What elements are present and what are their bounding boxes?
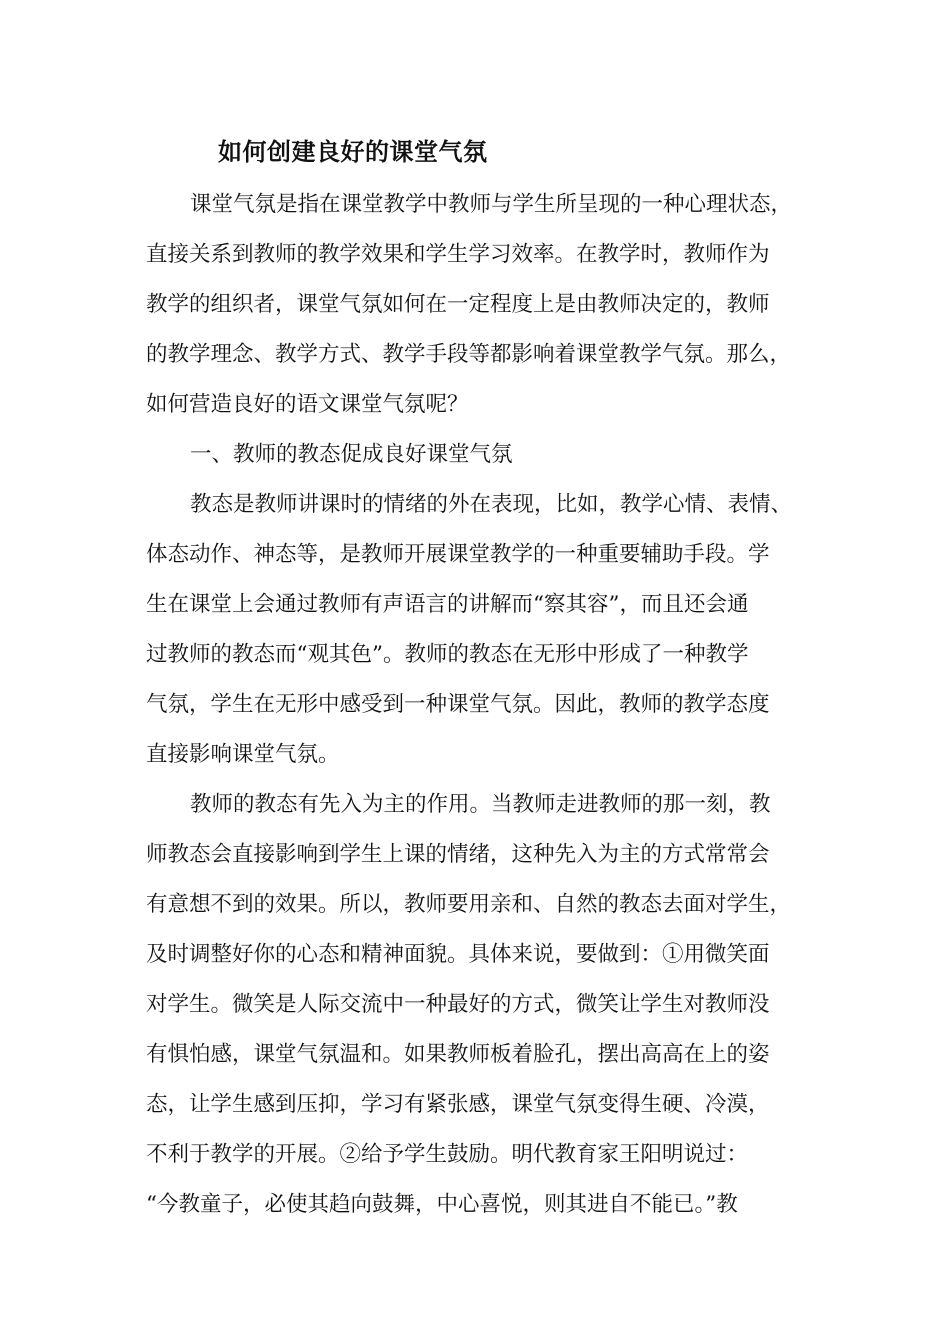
text-line: 生在课堂上会通过教师有声语言的讲解而“察其容”，而且还会通 [146, 592, 749, 617]
text-line: 如何营造良好的语文课堂气氛呢？ [146, 392, 469, 417]
text-line: 课堂气氛是指在课堂教学中教师与学生所呈现的一种心理状态， [190, 192, 793, 217]
paragraph-intro [146, 180, 836, 430]
text-line: 不利于教学的开展。②给予学生鼓励。明代教育家王阳明说过： [146, 1142, 749, 1167]
text-line: 气氛，学生在无形中感受到一种课堂气氛。因此，教师的教学态度 [146, 692, 770, 717]
text-line: 教学的组织者，课堂气氛如何在一定程度上是由教师决定的，教师 [146, 292, 770, 317]
text-line: 对学生。微笑是人际交流中一种最好的方式，微笑让学生对教师没 [146, 992, 770, 1017]
text-line: 的教学理念、教学方式、教学手段等都影响着课堂教学气氛。那么， [146, 342, 792, 367]
text-line: 态，让学生感到压抑，学习有紧张感，课堂气氛变得生硬、冷漠， [146, 1092, 770, 1117]
text-line: 师教态会直接影响到学生上课的情绪，这种先入为主的方式常常会 [146, 842, 770, 867]
document-body [146, 180, 836, 1230]
text-line: 过教师的教态而“观其色”。教师的教态在无形中形成了一种教学 [146, 642, 749, 667]
text-line: “今教童子，必使其趋向鼓舞，中心喜悦，则其进自不能已。”教 [146, 1192, 738, 1217]
document-title: 如何创建良好的课堂气氛 [218, 138, 488, 166]
section-heading-text: 一、教师的教态促成良好课堂气氛 [190, 442, 513, 467]
text-line: 直接影响课堂气氛。 [146, 742, 340, 767]
text-line: 及时调整好你的心态和精神面貌。具体来说，要做到：①用微笑面 [146, 942, 770, 967]
text-line: 体态动作、神态等，是教师开展课堂教学的一种重要辅助手段。学 [146, 542, 770, 567]
text-line: 教态是教师讲课时的情绪的外在表现，比如，教学心情、表情、 [190, 492, 793, 517]
paragraph-teaching-manner [146, 480, 836, 780]
text-line: 教师的教态有先入为主的作用。当教师走进教师的那一刻，教 [190, 792, 771, 817]
paragraph-first-impression [146, 780, 836, 1230]
text-line: 有意想不到的效果。所以，教师要用亲和、自然的教态去面对学生， [146, 892, 792, 917]
text-line: 有惧怕感，课堂气氛温和。如果教师板着脸孔，摆出高高在上的姿 [146, 1042, 770, 1067]
text-line: 直接关系到教师的教学效果和学生学习效率。在教学时，教师作为 [146, 242, 770, 267]
section-heading [146, 430, 836, 480]
